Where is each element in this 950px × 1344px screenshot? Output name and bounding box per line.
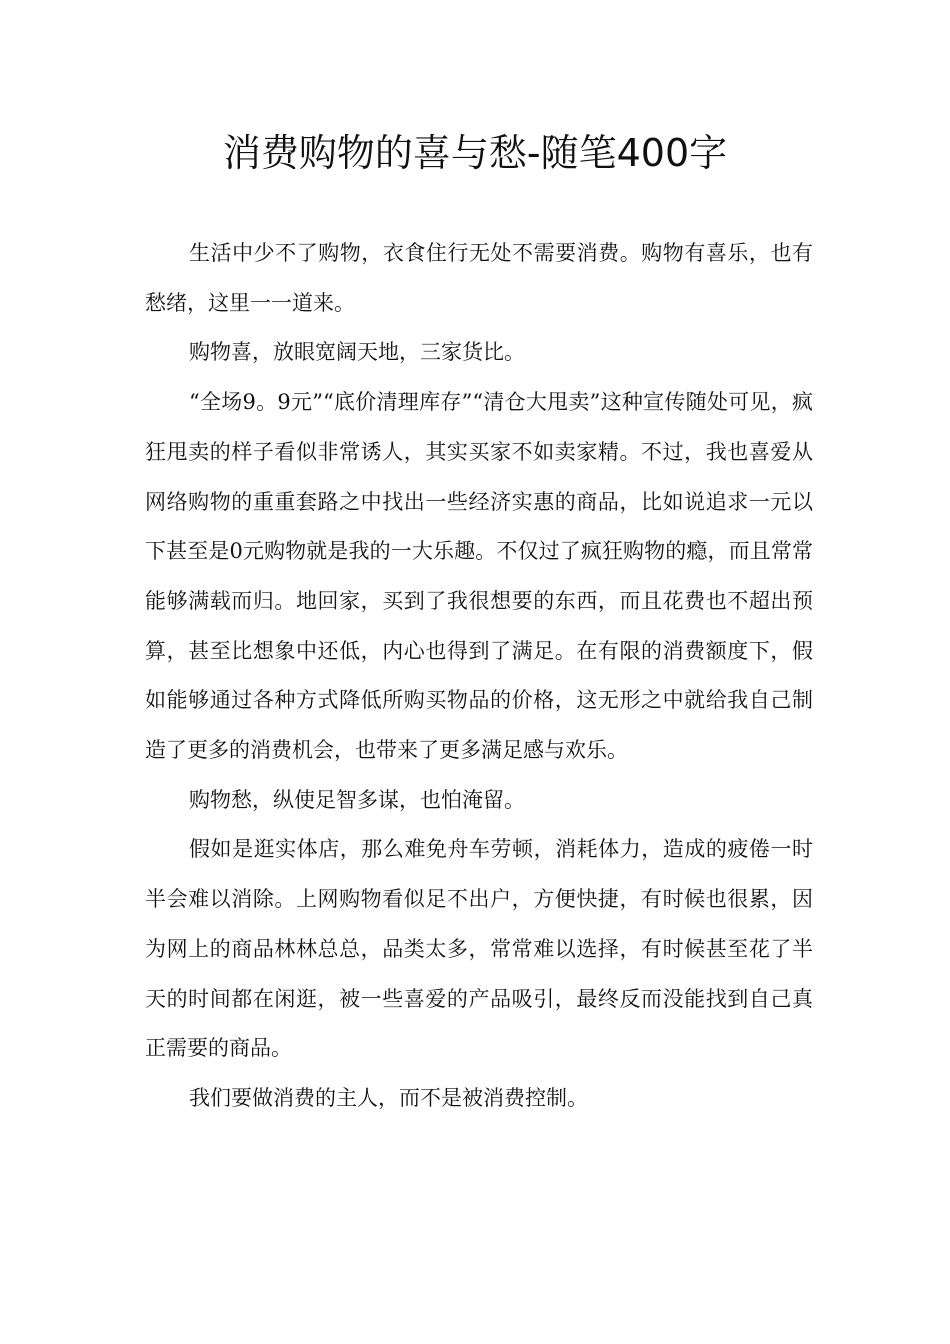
document-body <box>145 229 813 1124</box>
paragraph: “全场9。9元”“底价清理库存”“清仓大甩卖”这种宣传随处可见，疯狂甩卖的样子看似非常诱人，其实买家不如卖家精。不过，我也喜爱从网络购物的重重套路之中找出一些经济实惠的商品，比如说追求一元以下甚至是0元购物就是我的一大乐趣。不仅过了疯狂购物的瘾，而且常常能够满载而归。地回家，买到了我很想要的东西，而且花费也不超出预算，甚至比想象中还低，内心也得到了满足。在有限的消费额度下，假如能够通过各种方式降低所购买物品的价格，这无形之中就给我自己制造了更多的消费机会，也带来了更多满足感与欢乐。 <box>145 390 813 763</box>
document-title: 消费购物的喜与愁-随笔400字 <box>222 131 728 175</box>
paragraph: 我们要做消费的主人，而不是被消费控制。 <box>189 1085 588 1110</box>
paragraph: 假如是逛实体店，那么难免舟车劳顿，消耗体力，造成的疲倦一时半会难以消除。上网购物看似足不出户，方便快捷，有时候也很累，因为网上的商品林林总总，品类太多，常常难以选择，有时候甚至花了半天的时间都在闲逛，被一些喜爱的产品吸引，最终反而没能找到自己真正需要的商品。 <box>145 837 813 1061</box>
paragraph: 购物愁，纵使足智多谋，也怕淹留。 <box>189 787 525 812</box>
paragraph: 购物喜，放眼宽阔天地，三家货比。 <box>189 340 525 365</box>
paragraph: 生活中少不了购物，衣食住行无处不需要消费。购物有喜乐，也有愁绪，这里一一道来。 <box>145 241 813 315</box>
